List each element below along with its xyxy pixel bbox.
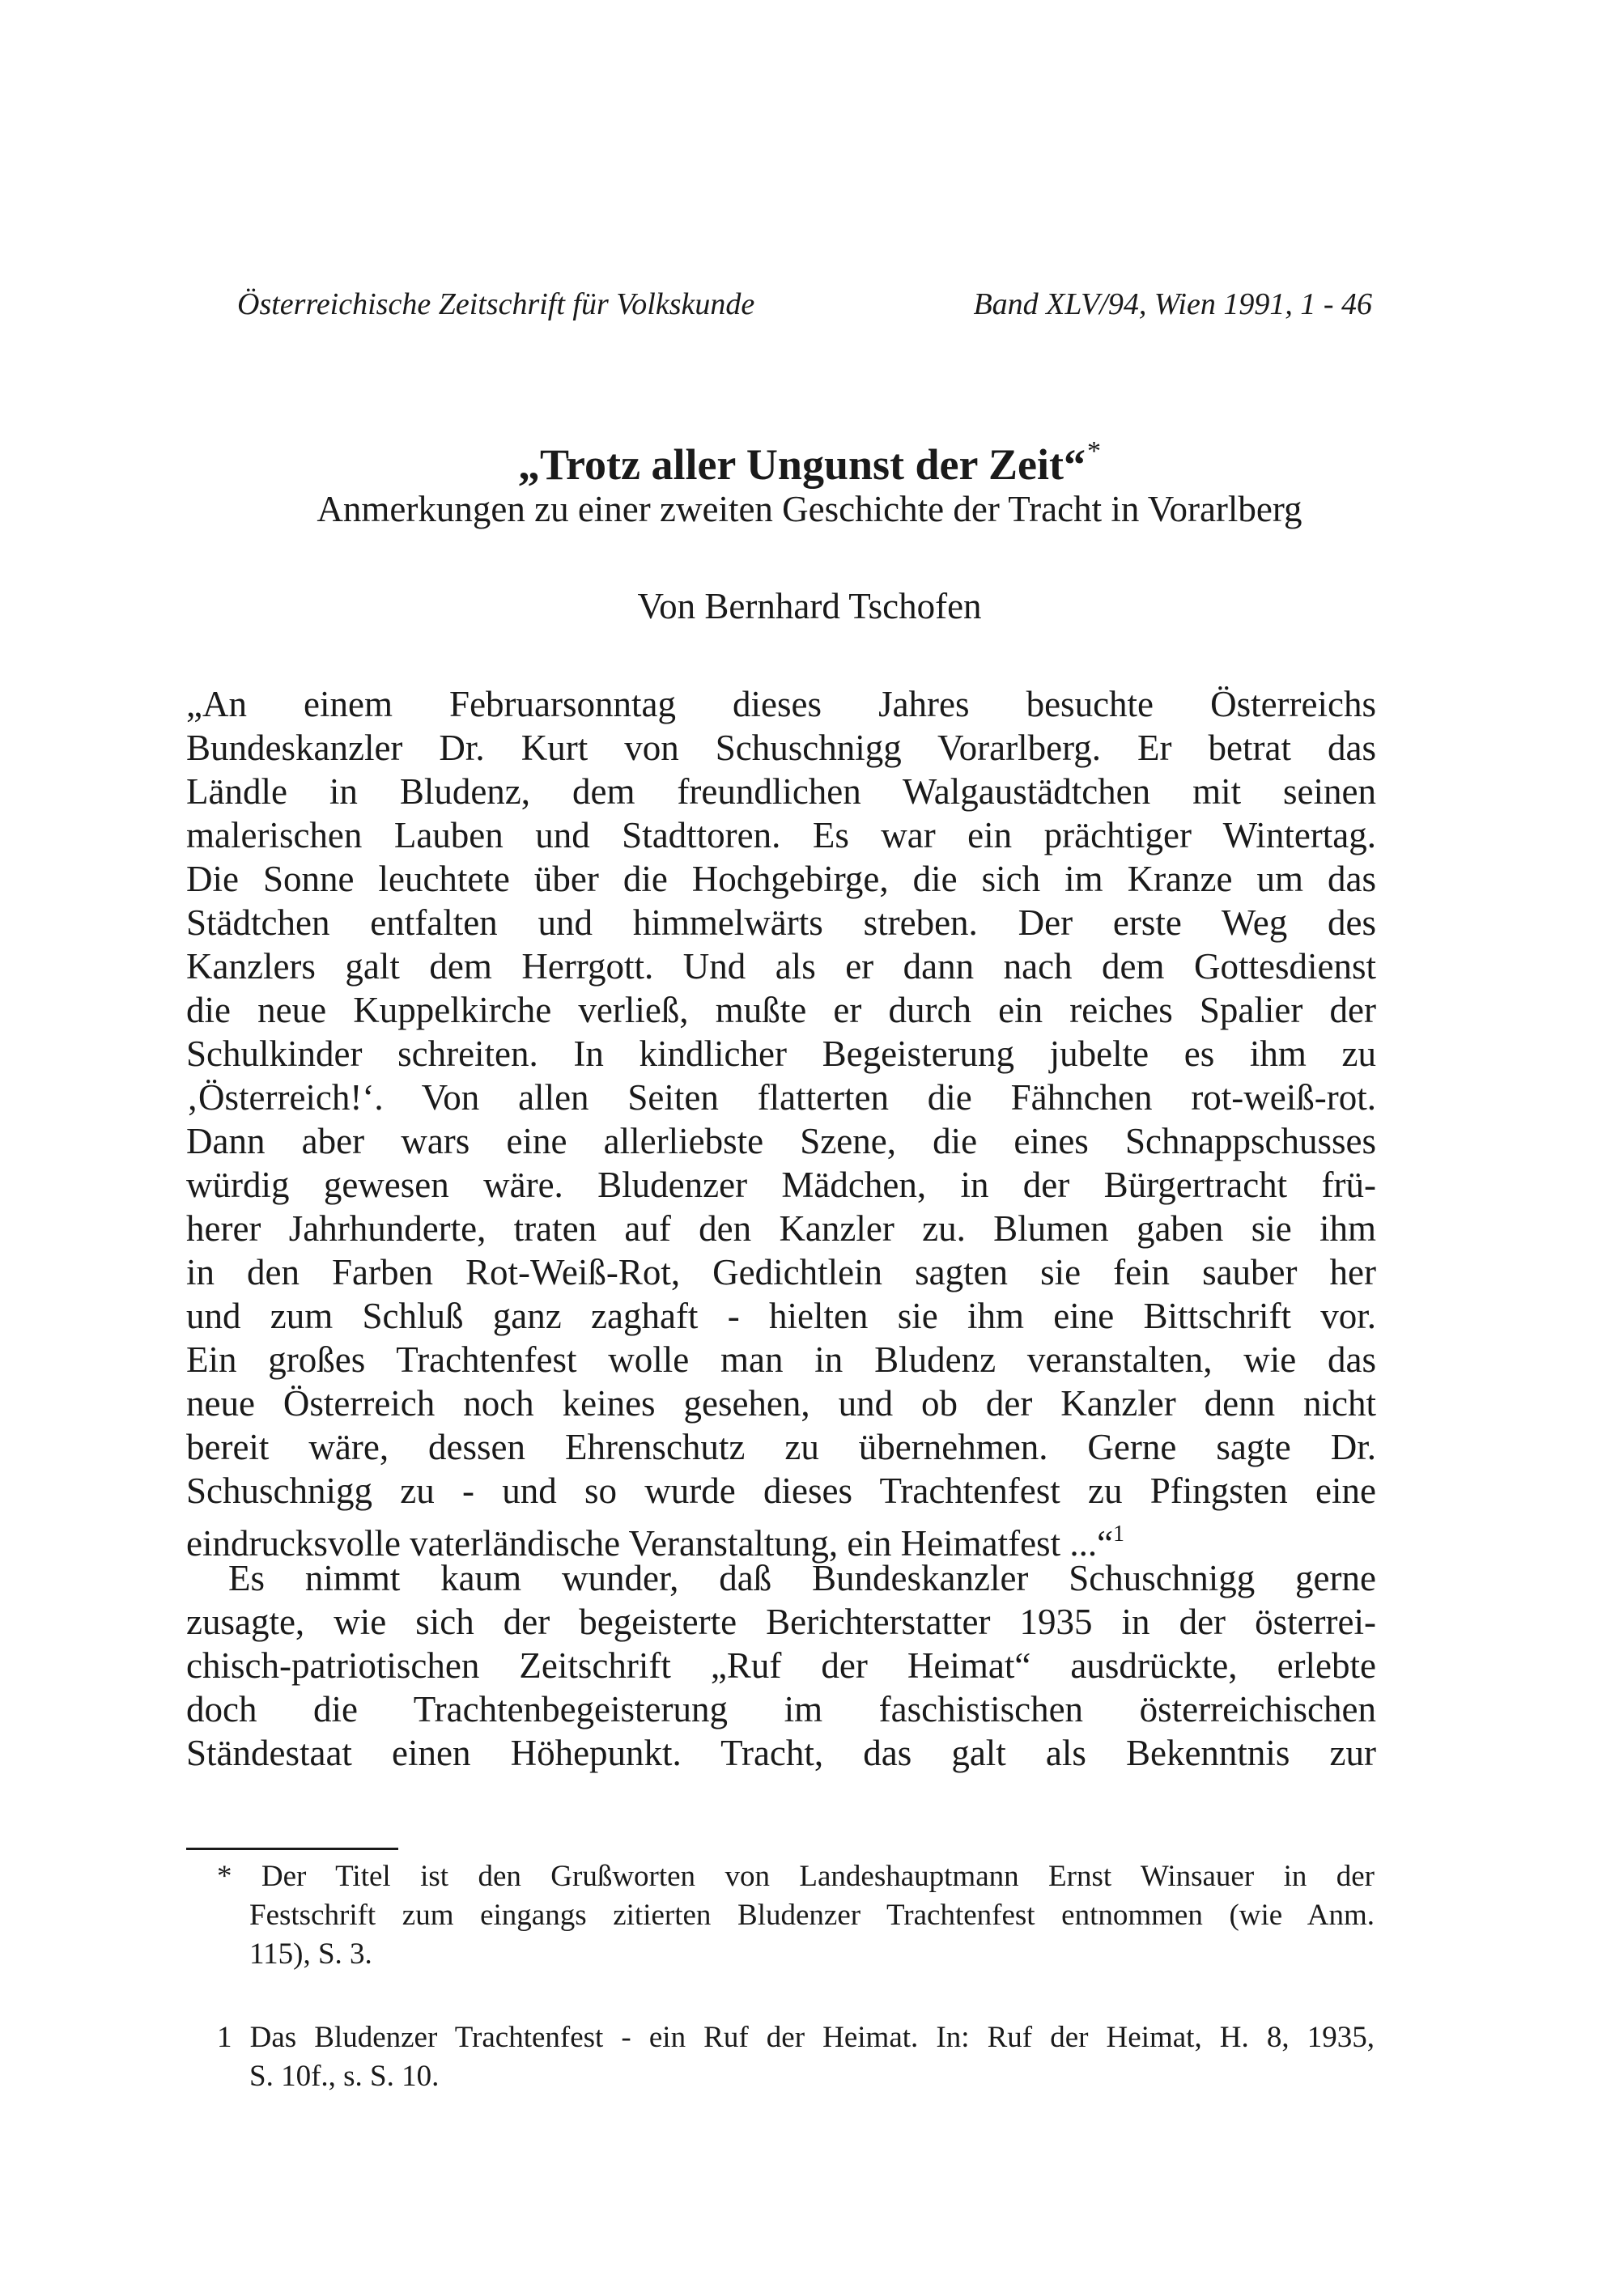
footnote-divider bbox=[186, 1848, 398, 1850]
body-line: malerischen Lauben und Stadttoren. Es war ein prächtiger Wintertag. bbox=[186, 815, 1376, 855]
footnote-line: 115), S. 3. bbox=[249, 1937, 372, 1971]
body-line: Ein großes Trachtenfest wolle man in Bludenz veranstalten, wie das bbox=[186, 1339, 1376, 1380]
body-line: Ständestaat einen Höhepunkt. Tracht, das galt als Bekenntnis zur bbox=[186, 1733, 1376, 1773]
body-line: ‚Österreich!‘. Von allen Seiten flatterten die Fähnchen rot-weiß-rot. bbox=[186, 1077, 1376, 1118]
footnote-line: Festschrift zum eingangs zitierten Bludenzer Trachtenfest entnommen (wie Anm. bbox=[249, 1899, 1375, 1932]
body-line bbox=[186, 1513, 1376, 1564]
body-line: und zum Schluß ganz zaghaft - hielten sie ihm eine Bittschrift vor. bbox=[186, 1296, 1376, 1336]
body-line-text: eindrucksvolle vaterländische Veranstaltung, ein Heimatfest ...“ bbox=[186, 1523, 1114, 1564]
body-line: Dann aber wars eine allerliebste Szene, die eines Schnappschusses bbox=[186, 1121, 1376, 1161]
issue-info: Band XLV/94, Wien 1991, 1 - 46 bbox=[973, 287, 1372, 321]
footnote-star bbox=[217, 1857, 1375, 1974]
body-line: Bundeskanzler Dr. Kurt von Schuschnigg Vorarlberg. Er betrat das bbox=[186, 728, 1376, 768]
body-line: in den Farben Rot-Weiß-Rot, Gedichtlein sagten sie fein sauber her bbox=[186, 1252, 1376, 1292]
body-line: neue Österreich noch keines gesehen, und ob der Kanzler denn nicht bbox=[186, 1383, 1376, 1424]
body-line: Schulkinder schreiten. In kindlicher Begeisterung jubelte es ihm zu bbox=[186, 1033, 1376, 1074]
footnote-ref-1: 1 bbox=[1113, 1521, 1125, 1547]
article-title bbox=[0, 425, 1619, 491]
author-byline: Von Bernhard Tschofen bbox=[637, 586, 982, 626]
body-line: Kanzlers galt dem Herrgott. Und als er dann nach dem Gottesdienst bbox=[186, 946, 1376, 987]
body-line: Städtchen entfalten und himmelwärts streben. Der erste Weg des bbox=[186, 902, 1376, 943]
footnote-line: S. 10f., s. S. 10. bbox=[249, 2060, 440, 2093]
footnote-1 bbox=[217, 2018, 1375, 2096]
body-line: doch die Trachtenbegeisterung im faschistischen österreichischen bbox=[186, 1689, 1376, 1729]
body-line: Die Sonne leuchtete über die Hochgebirge, die sich im Kranze um das bbox=[186, 859, 1376, 899]
body-line: die neue Kuppelkirche verließ, mußte er durch ein reiches Spalier der bbox=[186, 990, 1376, 1030]
title-footnote-mark: * bbox=[1086, 436, 1101, 466]
article-subtitle: Anmerkungen zu einer zweiten Geschichte der Tracht in Vorarlberg bbox=[317, 489, 1302, 529]
body-line: Ländle in Bludenz, dem freundlichen Walgaustädtchen mit seinen bbox=[186, 771, 1376, 812]
article-title-text: „Trotz aller Ungunst der Zeit“ bbox=[518, 440, 1086, 489]
body-line: chisch-patriotischen Zeitschrift „Ruf der Heimat“ ausdrückte, erlebte bbox=[186, 1645, 1376, 1686]
body-line: Es nimmt kaum wunder, daß Bundeskanzler Schuschnigg gerne bbox=[228, 1558, 1376, 1598]
footnote-line: 1 Das Bludenzer Trachtenfest - ein Ruf der Heimat. In: Ruf der Heimat, H. 8, 1935, bbox=[217, 2021, 1375, 2054]
body-line: herer Jahrhunderte, traten auf den Kanzler zu. Blumen gaben sie ihm bbox=[186, 1208, 1376, 1249]
body-line: Schuschnigg zu - und so wurde dieses Trachtenfest zu Pfingsten eine bbox=[186, 1471, 1376, 1511]
body-line: bereit wäre, dessen Ehrenschutz zu übernehmen. Gerne sagte Dr. bbox=[186, 1427, 1376, 1467]
body-line: zusagte, wie sich der begeisterte Berichterstatter 1935 in der österrei- bbox=[186, 1602, 1376, 1642]
body-line: würdig gewesen wäre. Bludenzer Mädchen, in der Bürgertracht frü- bbox=[186, 1165, 1376, 1205]
body-text bbox=[186, 682, 1376, 1775]
footnote-line: * Der Titel ist den Grußworten von Landeshauptmann Ernst Winsauer in der bbox=[217, 1860, 1375, 1893]
body-line: „An einem Februarsonntag dieses Jahres besuchte Österreichs bbox=[186, 684, 1376, 724]
journal-title: Österreichische Zeitschrift für Volkskunde bbox=[237, 287, 755, 321]
